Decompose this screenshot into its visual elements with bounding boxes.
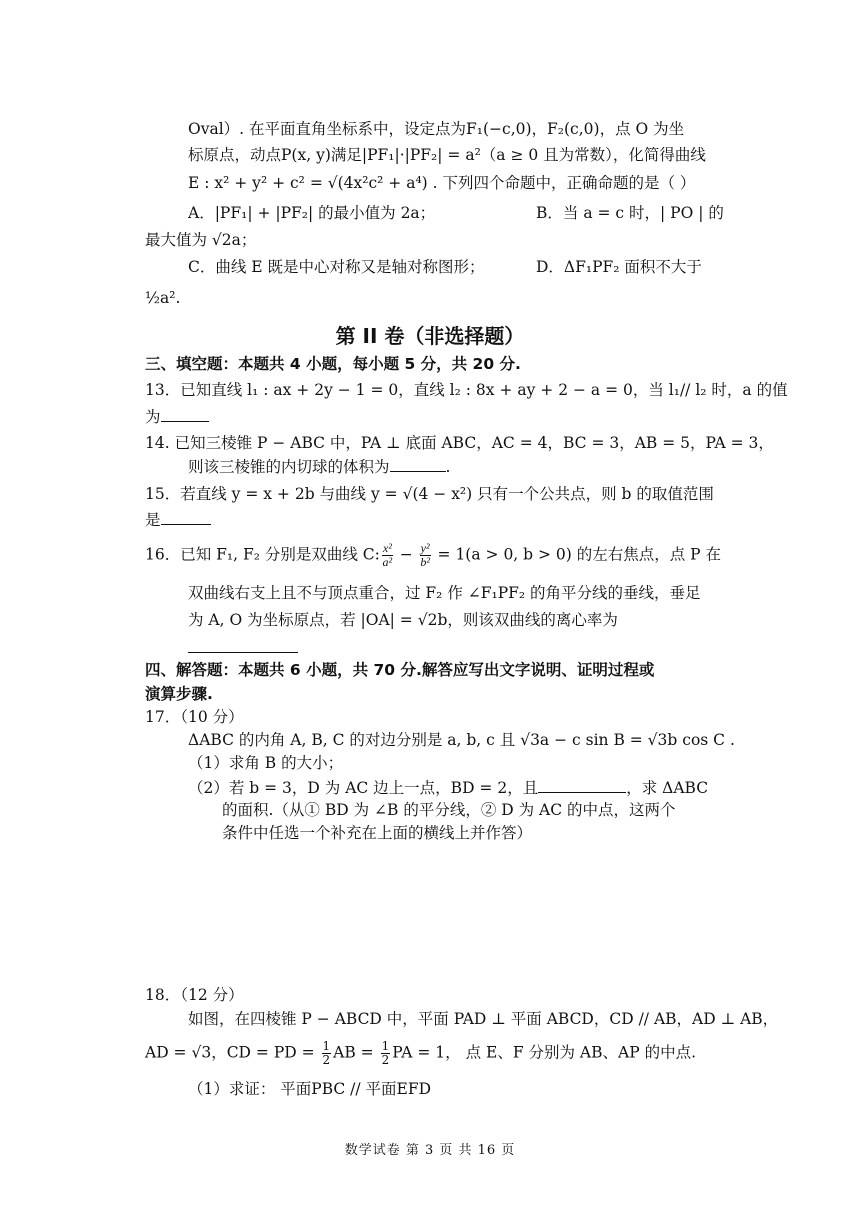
q16-text-b: = 1(a > 0, b > 0) 的左右焦点，点 P 在 (432, 545, 722, 564)
q12-option-b: B．当 a = c 时，| PO | 的 (536, 204, 724, 222)
q16-frac1-denominator: a² (382, 555, 393, 569)
q12-option-d: D．ΔF₁PF₂ 面积不大于 (536, 258, 702, 276)
q16-text-a: 16．已知 F₁, F₂ 分别是双曲线 C: (145, 545, 380, 564)
q18-frac1-denominator: 2 (322, 1053, 331, 1067)
q12-option-a: A．|PF₁| + |PF₂| 的最小值为 2a； (188, 204, 436, 222)
q17-part-2-line-2: 的面积.（从① BD 为 ∠B 的平分线，② D 为 AC 的中点，这两个 (222, 801, 676, 819)
q18-text-a: AD = √3，CD = PD = (145, 1043, 320, 1062)
q15-prefix: 是 (145, 511, 161, 529)
q13-prefix: 为 (145, 408, 161, 426)
q17-heading: 17．（10 分） (145, 708, 244, 726)
q16-fraction-x (382, 542, 393, 569)
q18-fraction-2 (381, 1040, 391, 1067)
q13-answer-blank (161, 405, 209, 422)
q14-answer-blank (390, 455, 446, 472)
q12-line-1: Oval）. 在平面直角坐标系中，设定点为F₁(−c,0)，F₂(c,0)，点 O 为坐 (188, 120, 685, 138)
q18-frac2-denominator: 2 (381, 1053, 390, 1067)
q15-line-2 (145, 508, 211, 531)
q16-line-1 (145, 542, 721, 569)
q16-answer-blank (188, 652, 298, 653)
q13-line-2 (145, 405, 209, 428)
q17-part-2-text-b: ，求 ΔABC (626, 779, 709, 797)
q14-period: . (445, 458, 451, 476)
section-2-title: 第 II 卷（非选择题） (335, 324, 525, 348)
q16-line-3: 为 A, O 为坐标原点，若 |OA| = √2b，则该双曲线的离心率为 (188, 611, 618, 629)
q17-part-1: （1）求角 B 的大小； (188, 754, 344, 772)
q16-fraction-y (420, 542, 431, 569)
q12-option-b-cont: 最大值为 √2a； (145, 231, 257, 249)
q12-option-d-cont: ½a². (145, 289, 181, 307)
q13-line-1: 13．已知直线 l₁ : ax + 2y − 1 = 0，直线 l₂ : 8x + ay + 2 − a = 0，当 l₁// l₂ 时，a 的值 (145, 381, 788, 399)
q18-part-1: （1）求证： 平面PBC // 平面EFD (188, 1080, 432, 1098)
q17-part-2-text-a: （2）若 b = 3，D 为 AC 边上一点，BD = 2，且 (188, 779, 539, 797)
q17-stem: ΔABC 的内角 A, B, C 的对边分别是 a, b, c 且 √3a − c sin B = √3b cos C . (188, 731, 735, 749)
q15-line-1: 15．若直线 y = x + 2b 与曲线 y = √(4 − x²) 只有一个公共点，则 b 的取值范围 (145, 485, 714, 503)
page-footer: 数学试卷 第 3 页 共 16 页 (344, 1143, 516, 1158)
q14-line-2 (188, 455, 450, 478)
q18-line-1: 如图，在四棱锥 P − ABCD 中，平面 PAD ⊥ 平面 ABCD，CD // AB，AD ⊥ AB， (188, 1010, 779, 1028)
q16-frac1-numerator: x² (382, 541, 392, 555)
q18-text-c: PA = 1， 点 E、F 分别为 AB、AP 的中点. (392, 1043, 696, 1062)
q16-frac2-numerator: y² (420, 541, 430, 555)
q18-frac1-numerator: 1 (322, 1039, 331, 1053)
q12-line-3: E : x² + y² + c² = √(4x²c² + a⁴) . 下列四个命题中，正确命题的是（ ） (188, 174, 696, 192)
q18-fraction-1 (322, 1040, 332, 1067)
q15-answer-blank (161, 508, 211, 525)
q17-part-2-line-1 (188, 776, 708, 799)
section-4-header-line-1: 四、解答题：本题共 6 小题，共 70 分.解答应写出文字说明、证明过程或 (145, 661, 655, 679)
q14-line-1: 14. 已知三棱锥 P − ABC 中，PA ⊥ 底面 ABC，AC = 4，BC = 3，AB = 5，PA = 3， (145, 434, 774, 452)
q14-prefix: 则该三棱锥的内切球的体积为 (188, 458, 390, 476)
q16-minus: − (394, 545, 418, 564)
q18-text-b: AB = (333, 1043, 379, 1062)
q17-condition-blank (538, 776, 626, 793)
q18-heading: 18．（12 分） (145, 986, 244, 1004)
q18-line-2 (145, 1040, 696, 1067)
q16-frac2-denominator: b² (420, 555, 430, 569)
q16-line-2: 双曲线右支上且不与顶点重合，过 F₂ 作 ∠F₁PF₂ 的角平分线的垂线，垂足 (188, 584, 701, 602)
section-3-header: 三、填空题：本题共 4 小题，每小题 5 分，共 20 分. (145, 355, 521, 373)
q12-line-2: 标原点，动点P(x, y)满足|PF₁|·|PF₂| = a²（a ≥ 0 且为常数），化简得曲线 (188, 146, 706, 164)
q17-part-2-line-3: 条件中任选一个补充在上面的横线上并作答） (222, 824, 533, 842)
q12-option-c: C．曲线 E 既是中心对称又是轴对称图形； (188, 258, 485, 276)
q18-frac2-numerator: 1 (381, 1039, 390, 1053)
section-4-header-line-2: 演算步骤. (145, 685, 213, 703)
